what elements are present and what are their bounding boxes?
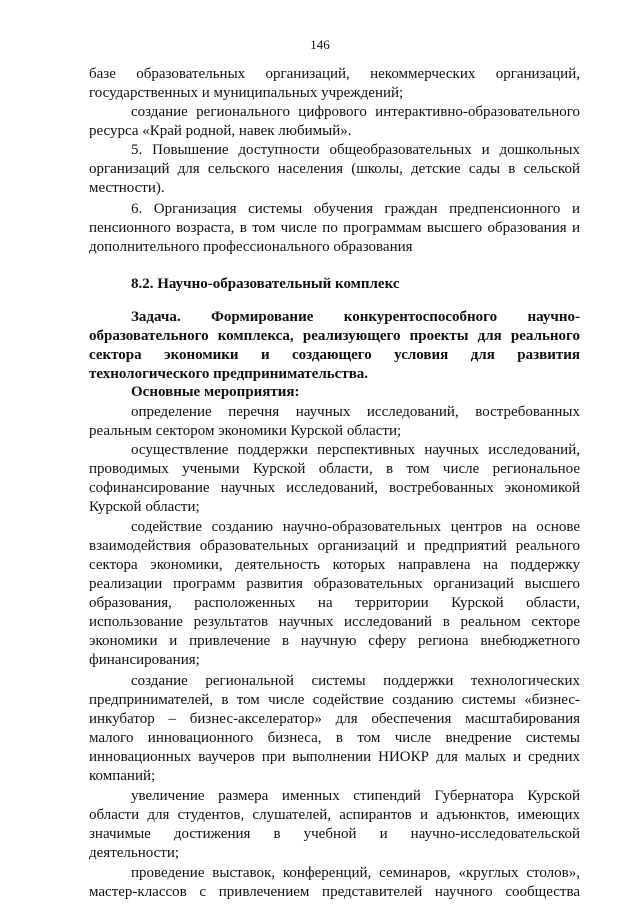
text-line: Основные мероприятия:: [131, 384, 300, 400]
text-line: инкубатор – бизнес-акселератор» для обеспечения масштабирования: [89, 711, 580, 727]
section-heading: 8.2. Научно-образовательный комплекс: [131, 276, 400, 292]
text-line: сектора экономики, деятельность которых направлена на поддержку: [89, 557, 580, 573]
text-line: 5. Повышение доступности общеобразовательных и дошкольных: [131, 142, 580, 158]
text-line: содействие созданию научно-образовательных центров на основе: [131, 519, 580, 535]
text-line: мастер-классов с привлечением представителей научного сообщества: [89, 884, 580, 900]
text-line: реализации программ развития образовательных организаций высшего: [89, 576, 580, 592]
text-line: местности).: [89, 180, 165, 196]
text-line: финансирования;: [89, 652, 200, 668]
text-line: осуществление поддержки перспективных научных исследований,: [131, 442, 580, 458]
text-line: ресурса «Край родной, навек любимый».: [89, 123, 352, 139]
text-line: экономики и привлечение в научную сферу региона внебюджетного: [89, 633, 580, 649]
text-line: образовательного комплекса, реализующего проекты для реального: [89, 328, 580, 344]
text-line: использование результатов научных исследований в реальном секторе: [89, 614, 580, 630]
text-line: Задача. Формирование конкурентоспособного научно-: [131, 309, 580, 325]
text-line: 6. Организация системы обучения граждан предпенсионного и: [131, 201, 580, 217]
text-line: взаимодействия образовательных организаций и предприятий реального: [89, 538, 580, 554]
text-line: создание регионального цифрового интерактивно-образовательного: [131, 104, 580, 120]
text-line: проводимых учеными Курской области, в том числе региональное: [89, 461, 580, 477]
text-line: государственных и муниципальных учреждений;: [89, 85, 404, 101]
text-line: малого инновационного бизнеса, в том числе внедрение системы: [89, 730, 580, 746]
text-line: определение перечня научных исследований, востребованных: [131, 404, 580, 420]
text-line: софинансирование научных исследований, востребованных экономикой: [89, 480, 580, 496]
text-line: Курской области;: [89, 499, 200, 515]
page-number: 146: [310, 37, 330, 52]
text-line: увеличение размера именных стипендий Губернатора Курской: [131, 788, 580, 804]
text-line: области для студентов, слушателей, аспирантов и адъюнктов, имеющих: [89, 807, 580, 823]
text-line: дополнительного профессионального образования: [89, 239, 413, 255]
text-line: технологического предпринимательства.: [89, 366, 369, 382]
text-line: значимые достижения в учебной и научно-исследовательской: [89, 826, 580, 842]
text-line: создание региональной системы поддержки технологических: [131, 673, 580, 689]
text-line: компаний;: [89, 768, 156, 784]
text-line: сектора экономики и создающего условия для развития: [89, 347, 580, 363]
text-line: образования, расположенных на территории Курской области,: [89, 595, 580, 611]
text-line: инновационных ваучеров при выполнении НИОКР для малых и средних: [89, 749, 580, 765]
text-line: базе образовательных организаций, некоммерческих организаций,: [89, 66, 580, 82]
text-line: пенсионного возраста, в том числе по программам высшего образования и: [89, 220, 580, 236]
text-line: организаций для сельского населения (школы, детские сады в сельской: [89, 161, 580, 177]
text-line: проведение выставок, конференций, семинаров, «круглых столов»,: [131, 865, 580, 881]
text-line: деятельности;: [89, 845, 180, 861]
text-line: реальным сектором экономики Курской области;: [89, 423, 402, 439]
text-line: предпринимателей, в том числе содействие созданию системы «бизнес-: [89, 692, 580, 708]
